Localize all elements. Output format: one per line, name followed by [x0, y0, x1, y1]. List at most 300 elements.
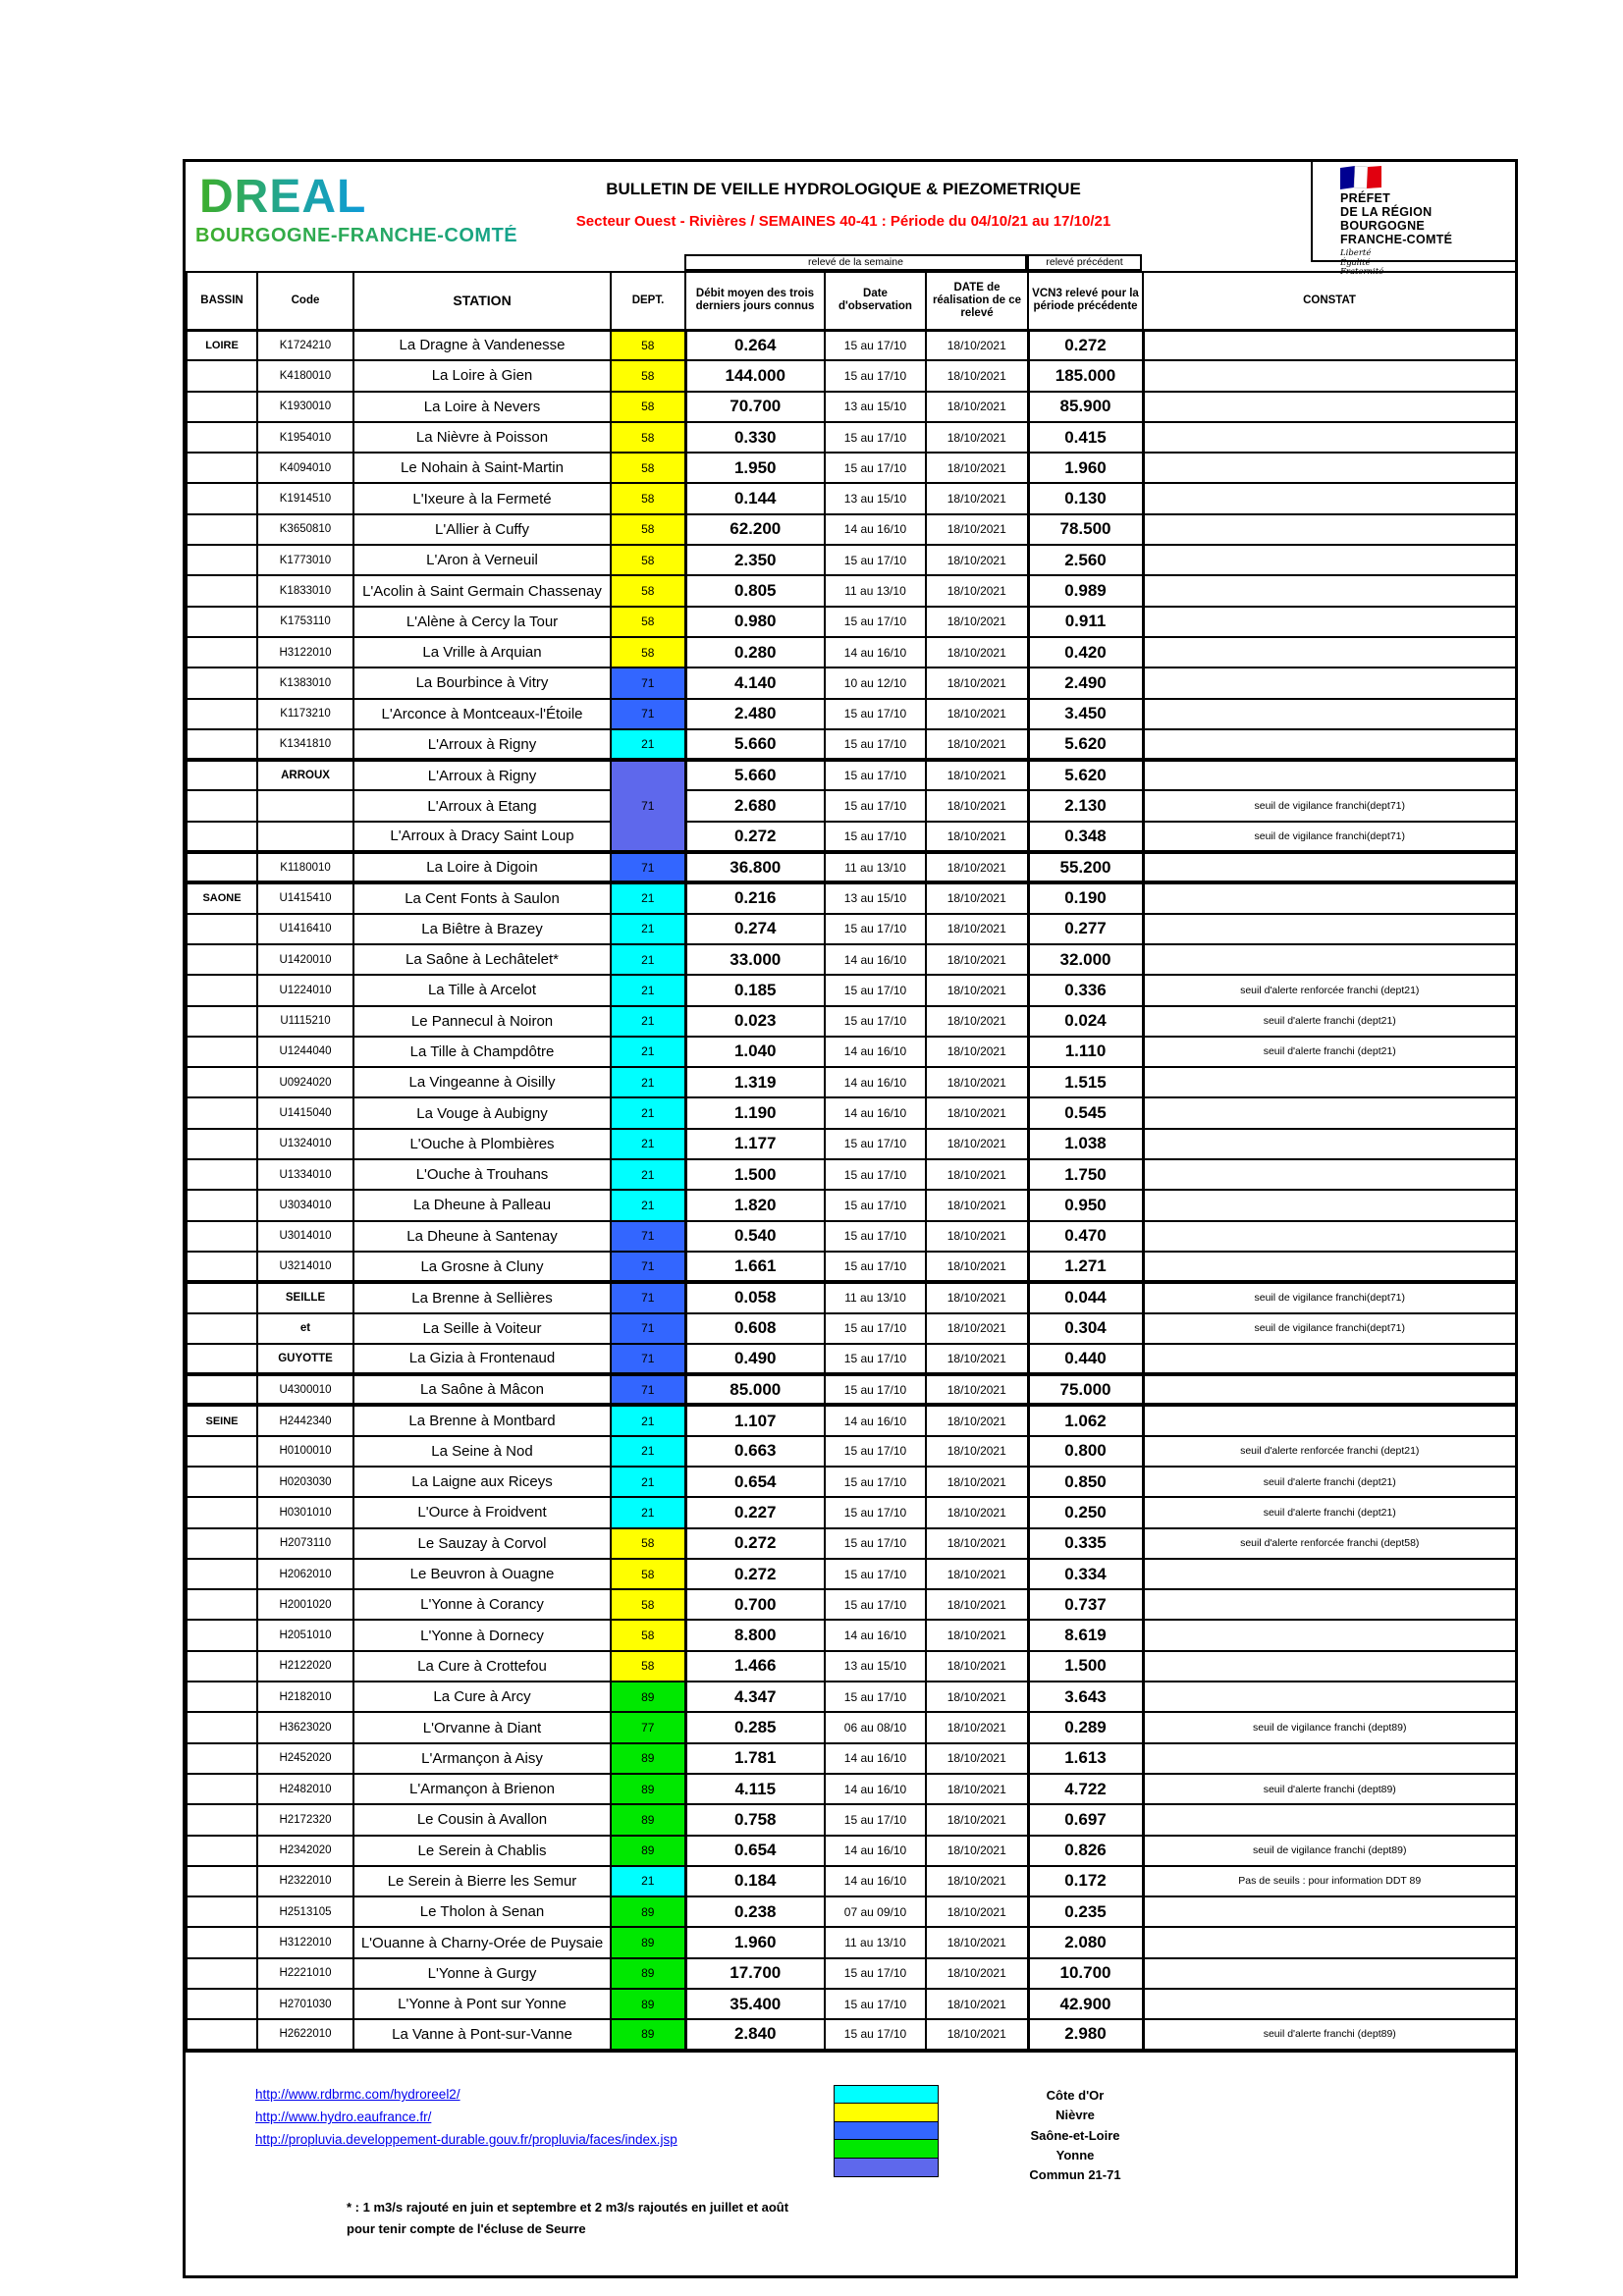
- station-code: H2701030: [257, 1989, 353, 2019]
- station-code: U1415410: [257, 882, 353, 913]
- stations-table: [186, 271, 1517, 2053]
- station-name: L'Arroux à Rigny: [353, 760, 611, 790]
- vcn3-value: 0.250: [1028, 1497, 1143, 1527]
- dreal-logo: DREAL: [199, 171, 367, 223]
- station-code: GUYOTTE: [257, 1344, 353, 1374]
- col-debit: Débit moyen des trois derniers jours connus: [685, 272, 825, 330]
- constat-text: [1143, 760, 1516, 790]
- constat-text: [1143, 729, 1516, 760]
- vcn3-value: 0.950: [1028, 1190, 1143, 1220]
- observation-date: 15 au 17/10: [825, 1804, 926, 1835]
- vcn3-value: 2.560: [1028, 545, 1143, 575]
- bassin-cell: [187, 914, 257, 944]
- station-code: K1753110: [257, 607, 353, 637]
- debit-value: 0.216: [685, 882, 825, 913]
- observation-date: 14 au 16/10: [825, 1620, 926, 1650]
- releve-date: 18/10/2021: [926, 1436, 1028, 1467]
- col-station: STATION: [353, 272, 611, 330]
- observation-date: 15 au 17/10: [825, 760, 926, 790]
- station-name: Le Serein à Chablis: [353, 1836, 611, 1866]
- station-name: La Dheune à Santenay: [353, 1221, 611, 1252]
- releve-date: 18/10/2021: [926, 1896, 1028, 1927]
- debit-value: 144.000: [685, 360, 825, 391]
- debit-value: 0.608: [685, 1313, 825, 1344]
- constat-text: [1143, 667, 1516, 698]
- releve-date: 18/10/2021: [926, 760, 1028, 790]
- debit-value: 2.480: [685, 699, 825, 729]
- station-code: U1244040: [257, 1037, 353, 1067]
- releve-date: 18/10/2021: [926, 1836, 1028, 1866]
- bassin-cell: [187, 1436, 257, 1467]
- constat-text: [1143, 637, 1516, 667]
- debit-value: 2.350: [685, 545, 825, 575]
- station-code: H2482010: [257, 1774, 353, 1804]
- vcn3-value: 2.490: [1028, 667, 1143, 698]
- vcn3-value: 85.900: [1028, 392, 1143, 422]
- vcn3-value: 1.750: [1028, 1159, 1143, 1190]
- bassin-cell: [187, 1743, 257, 1774]
- station-code: K1773010: [257, 545, 353, 575]
- vcn3-value: 0.277: [1028, 914, 1143, 944]
- hydro-link[interactable]: http://propluvia.developpement-durable.gouv.fr/propluvia/faces/index.jsp: [255, 2132, 677, 2147]
- hydro-link[interactable]: http://www.hydro.eaufrance.fr/: [255, 2109, 432, 2124]
- debit-value: 0.185: [685, 975, 825, 1005]
- releve-date: 18/10/2021: [926, 637, 1028, 667]
- observation-date: 15 au 17/10: [825, 1528, 926, 1559]
- observation-date: 15 au 17/10: [825, 1374, 926, 1405]
- releve-date: 18/10/2021: [926, 1221, 1028, 1252]
- releve-date: 18/10/2021: [926, 1804, 1028, 1835]
- vcn3-value: 0.336: [1028, 975, 1143, 1005]
- debit-value: 0.238: [685, 1896, 825, 1927]
- debit-value: 0.272: [685, 1528, 825, 1559]
- table-row: [187, 1313, 1516, 1344]
- motto-line: Liberté: [1340, 248, 1372, 258]
- station-name: L'Allier à Cuffy: [353, 514, 611, 545]
- debit-value: 35.400: [685, 1989, 825, 2019]
- bassin-cell: [187, 453, 257, 483]
- constat-text: [1143, 1743, 1516, 1774]
- vcn3-value: 2.080: [1028, 1927, 1143, 1957]
- observation-date: 14 au 16/10: [825, 1774, 926, 1804]
- table-row: [187, 575, 1516, 606]
- station-code: H2342020: [257, 1836, 353, 1866]
- station-code: K3650810: [257, 514, 353, 545]
- releve-date: 18/10/2021: [926, 1097, 1028, 1128]
- station-name: Le Tholon à Senan: [353, 1896, 611, 1927]
- table-row: [187, 1927, 1516, 1957]
- station-code: [257, 790, 353, 821]
- prefet-line: PRÉFET: [1340, 191, 1391, 205]
- table-row: [187, 483, 1516, 513]
- dept-cell: 58: [611, 637, 685, 667]
- releve-date: 18/10/2021: [926, 1129, 1028, 1159]
- legend-label: Saône-et-Loire: [1030, 2127, 1120, 2143]
- station-code: SEILLE: [257, 1282, 353, 1312]
- station-code: [257, 822, 353, 852]
- observation-date: 15 au 17/10: [825, 1313, 926, 1344]
- constat-text: [1143, 914, 1516, 944]
- station-name: L'Yonne à Gurgy: [353, 1958, 611, 1989]
- constat-text: [1143, 1620, 1516, 1650]
- vcn3-value: 0.334: [1028, 1559, 1143, 1589]
- debit-value: 1.319: [685, 1067, 825, 1097]
- bassin-cell: [187, 1467, 257, 1497]
- bassin-cell: [187, 1958, 257, 1989]
- vcn3-value: 1.110: [1028, 1037, 1143, 1067]
- table-row: [187, 330, 1516, 360]
- releve-date: 18/10/2021: [926, 1190, 1028, 1220]
- dept-cell: 71: [611, 667, 685, 698]
- observation-date: 15 au 17/10: [825, 1589, 926, 1620]
- releve-date: 18/10/2021: [926, 1589, 1028, 1620]
- dept-cell: 58: [611, 330, 685, 360]
- constat-text: [1143, 1190, 1516, 1220]
- station-code: H2452020: [257, 1743, 353, 1774]
- bassin-cell: [187, 699, 257, 729]
- debit-value: 0.540: [685, 1221, 825, 1252]
- page-frame: [183, 159, 1518, 2278]
- station-name: L'Orvanne à Diant: [353, 1712, 611, 1742]
- station-code: K1833010: [257, 575, 353, 606]
- french-flag-icon: [1340, 166, 1381, 189]
- observation-date: 15 au 17/10: [825, 1221, 926, 1252]
- table-row: [187, 1221, 1516, 1252]
- dept-cell: 58: [611, 545, 685, 575]
- observation-date: 14 au 16/10: [825, 1405, 926, 1435]
- station-name: La Seine à Nod: [353, 1436, 611, 1467]
- debit-value: 85.000: [685, 1374, 825, 1405]
- debit-value: 1.190: [685, 1097, 825, 1128]
- observation-date: 15 au 17/10: [825, 1958, 926, 1989]
- station-code: K1954010: [257, 422, 353, 453]
- table-row: [187, 1804, 1516, 1835]
- legend-label: Nièvre: [1055, 2108, 1095, 2123]
- station-code: U1415040: [257, 1097, 353, 1128]
- station-code: U3034010: [257, 1190, 353, 1220]
- observation-date: 14 au 16/10: [825, 1866, 926, 1896]
- bassin-cell: [187, 360, 257, 391]
- station-code: K1930010: [257, 392, 353, 422]
- station-name: L'Arconce à Montceaux-l'Étoile: [353, 699, 611, 729]
- dept-cell: 71: [611, 1313, 685, 1344]
- prefet-line: BOURGOGNE: [1340, 219, 1426, 233]
- legend-label: Yonne: [1055, 2147, 1095, 2163]
- table-row: [187, 360, 1516, 391]
- bassin-cell: [187, 1651, 257, 1682]
- releve-date: 18/10/2021: [926, 1282, 1028, 1312]
- footer: [186, 2050, 1515, 2273]
- station-code: H2062010: [257, 1559, 353, 1589]
- legend-swatch: [834, 2139, 939, 2159]
- dept-cell: 21: [611, 729, 685, 760]
- observation-date: 06 au 08/10: [825, 1712, 926, 1742]
- table-row: [187, 1129, 1516, 1159]
- table-row: [187, 1589, 1516, 1620]
- constat-text: [1143, 1159, 1516, 1190]
- releve-date: 18/10/2021: [926, 1989, 1028, 2019]
- table-row: [187, 453, 1516, 483]
- bassin-cell: [187, 1221, 257, 1252]
- vcn3-value: 10.700: [1028, 1958, 1143, 1989]
- debit-value: 1.950: [685, 453, 825, 483]
- releve-date: 18/10/2021: [926, 392, 1028, 422]
- releve-date: 18/10/2021: [926, 1313, 1028, 1344]
- constat-text: [1143, 1589, 1516, 1620]
- releve-date: 18/10/2021: [926, 1927, 1028, 1957]
- station-code: U3214010: [257, 1252, 353, 1282]
- station-name: L'Armançon à Brienon: [353, 1774, 611, 1804]
- station-name: La Tille à Champdôtre: [353, 1037, 611, 1067]
- debit-value: 0.272: [685, 1559, 825, 1589]
- debit-value: 0.654: [685, 1836, 825, 1866]
- dept-cell: 71: [611, 852, 685, 882]
- observation-date: 11 au 13/10: [825, 852, 926, 882]
- station-name: Le Nohain à Saint-Martin: [353, 453, 611, 483]
- constat-text: [1143, 944, 1516, 975]
- dept-cell: 58: [611, 1620, 685, 1650]
- debit-value: 0.330: [685, 422, 825, 453]
- table-row: [187, 822, 1516, 852]
- debit-value: 1.466: [685, 1651, 825, 1682]
- vcn3-value: 1.062: [1028, 1405, 1143, 1435]
- vcn3-value: 32.000: [1028, 944, 1143, 975]
- station-name: La Laigne aux Riceys: [353, 1467, 611, 1497]
- releve-date: 18/10/2021: [926, 1866, 1028, 1896]
- debit-value: 0.490: [685, 1344, 825, 1374]
- bassin-cell: [187, 1067, 257, 1097]
- dept-cell: 58: [611, 422, 685, 453]
- vcn3-value: 1.038: [1028, 1129, 1143, 1159]
- table-row: [187, 1497, 1516, 1527]
- bassin-cell: SAONE: [187, 882, 257, 913]
- station-code: H2051010: [257, 1620, 353, 1650]
- releve-date: 18/10/2021: [926, 514, 1028, 545]
- debit-value: 0.805: [685, 575, 825, 606]
- debit-value: 4.140: [685, 667, 825, 698]
- station-name: Le Sauzay à Corvol: [353, 1528, 611, 1559]
- bulletin-subtitle: Secteur Ouest - Rivières / SEMAINES 40-41 : Période du 04/10/21 au 17/10/21: [575, 213, 1111, 230]
- table-row: [187, 1989, 1516, 2019]
- station-name: La Cure à Arcy: [353, 1682, 611, 1712]
- observation-date: 15 au 17/10: [825, 914, 926, 944]
- vcn3-value: 75.000: [1028, 1374, 1143, 1405]
- table-row: [187, 1159, 1516, 1190]
- dept-cell: 58: [611, 453, 685, 483]
- bassin-cell: [187, 1374, 257, 1405]
- prefet-line: DE LA RÉGION: [1340, 205, 1433, 219]
- bassin-cell: [187, 822, 257, 852]
- dept-cell: 21: [611, 1436, 685, 1467]
- station-name: La Brenne à Sellières: [353, 1282, 611, 1312]
- column-header-row: [187, 272, 1516, 330]
- releve-date: 18/10/2021: [926, 1405, 1028, 1435]
- table-row: [187, 1774, 1516, 1804]
- station-code: H0203030: [257, 1467, 353, 1497]
- observation-date: 15 au 17/10: [825, 1989, 926, 2019]
- station-code: U1115210: [257, 1006, 353, 1037]
- vcn3-value: 8.619: [1028, 1620, 1143, 1650]
- observation-date: 11 au 13/10: [825, 575, 926, 606]
- observation-date: 14 au 16/10: [825, 1097, 926, 1128]
- station-code: H2513105: [257, 1896, 353, 1927]
- debit-value: 8.800: [685, 1620, 825, 1650]
- station-code: H2122020: [257, 1651, 353, 1682]
- constat-text: [1143, 607, 1516, 637]
- constat-text: seuil d'alerte renforcée franchi (dept21): [1143, 1436, 1516, 1467]
- hydro-link[interactable]: http://www.rdbrmc.com/hydroreel2/: [255, 2087, 460, 2102]
- dept-cell: 89: [611, 2019, 685, 2050]
- debit-value: 0.274: [685, 914, 825, 944]
- debit-value: 0.980: [685, 607, 825, 637]
- vcn3-value: 0.335: [1028, 1528, 1143, 1559]
- releve-date: 18/10/2021: [926, 1067, 1028, 1097]
- station-name: L'Armançon à Aisy: [353, 1743, 611, 1774]
- station-name: L'Arroux à Dracy Saint Loup: [353, 822, 611, 852]
- vcn3-value: 0.826: [1028, 1836, 1143, 1866]
- links-list: [255, 2083, 677, 2151]
- constat-text: [1143, 360, 1516, 391]
- legend-swatch: [834, 2158, 939, 2177]
- vcn3-value: 42.900: [1028, 1989, 1143, 2019]
- table-row: [187, 1344, 1516, 1374]
- table-row: [187, 1467, 1516, 1497]
- bassin-cell: [187, 1927, 257, 1957]
- constat-text: Pas de seuils : pour information DDT 89: [1143, 1866, 1516, 1896]
- releve-date: 18/10/2021: [926, 483, 1028, 513]
- dept-cell: 21: [611, 1129, 685, 1159]
- observation-date: 14 au 16/10: [825, 1836, 926, 1866]
- observation-date: 13 au 15/10: [825, 392, 926, 422]
- constat-text: [1143, 1958, 1516, 1989]
- dept-cell: 58: [611, 483, 685, 513]
- station-code: ARROUX: [257, 760, 353, 790]
- constat-text: [1143, 699, 1516, 729]
- table-row: [187, 852, 1516, 882]
- bassin-cell: [187, 1866, 257, 1896]
- releve-date: 18/10/2021: [926, 1037, 1028, 1067]
- constat-text: [1143, 392, 1516, 422]
- station-code: K1341810: [257, 729, 353, 760]
- col-vcn3: VCN3 relevé pour la période précédente: [1028, 272, 1143, 330]
- bassin-cell: [187, 1344, 257, 1374]
- observation-date: 14 au 16/10: [825, 514, 926, 545]
- constat-text: [1143, 1129, 1516, 1159]
- station-name: L'Alène à Cercy la Tour: [353, 607, 611, 637]
- table-row: [187, 1836, 1516, 1866]
- station-code: K1914510: [257, 483, 353, 513]
- releve-date: 18/10/2021: [926, 575, 1028, 606]
- dept-cell: 89: [611, 1804, 685, 1835]
- footnote: [347, 2197, 788, 2240]
- bassin-cell: [187, 944, 257, 975]
- footnote-line: * : 1 m3/s rajouté en juin et septembre et 2 m3/s rajoutés en juillet et août: [347, 2200, 789, 2215]
- vcn3-value: 1.613: [1028, 1743, 1143, 1774]
- prefet-title: [1340, 191, 1515, 246]
- table-row: [187, 1651, 1516, 1682]
- station-code: et: [257, 1313, 353, 1344]
- observation-date: 14 au 16/10: [825, 1743, 926, 1774]
- observation-date: 11 au 13/10: [825, 1282, 926, 1312]
- station-name: Le Cousin à Avallon: [353, 1804, 611, 1835]
- vcn3-value: 0.304: [1028, 1313, 1143, 1344]
- releve-date: 18/10/2021: [926, 1374, 1028, 1405]
- debit-value: 2.840: [685, 2019, 825, 2050]
- vcn3-value: 1.960: [1028, 453, 1143, 483]
- station-name: L'Ouche à Trouhans: [353, 1159, 611, 1190]
- debit-value: 1.661: [685, 1252, 825, 1282]
- releve-date: 18/10/2021: [926, 607, 1028, 637]
- constat-text: seuil d'alerte franchi (dept21): [1143, 1467, 1516, 1497]
- bassin-cell: [187, 1836, 257, 1866]
- vcn3-value: 0.024: [1028, 1006, 1143, 1037]
- constat-text: seuil d'alerte franchi (dept89): [1143, 1774, 1516, 1804]
- debit-value: 0.758: [685, 1804, 825, 1835]
- dept-cell: 58: [611, 1589, 685, 1620]
- bassin-cell: [187, 760, 257, 790]
- table-row: [187, 1405, 1516, 1435]
- station-code: H2622010: [257, 2019, 353, 2050]
- observation-date: 11 au 13/10: [825, 1927, 926, 1957]
- table-row: [187, 1958, 1516, 1989]
- bassin-cell: [187, 1804, 257, 1835]
- releve-date: 18/10/2021: [926, 1497, 1028, 1527]
- debit-value: 2.680: [685, 790, 825, 821]
- dept-cell: 21: [611, 944, 685, 975]
- constat-text: [1143, 1682, 1516, 1712]
- dept-cell: 58: [611, 1528, 685, 1559]
- dept-cell: 89: [611, 1836, 685, 1866]
- debit-value: 0.184: [685, 1866, 825, 1896]
- bassin-cell: [187, 637, 257, 667]
- station-name: Le Beuvron à Ouagne: [353, 1559, 611, 1589]
- releve-date: 18/10/2021: [926, 330, 1028, 360]
- dept-cell: 71: [611, 1344, 685, 1374]
- dept-cell: 58: [611, 575, 685, 606]
- footnote-line: pour tenir compte de l'écluse de Seurre: [347, 2221, 586, 2236]
- station-code: U4300010: [257, 1374, 353, 1405]
- debit-value: 1.177: [685, 1129, 825, 1159]
- dept-cell: 58: [611, 392, 685, 422]
- debit-value: 33.000: [685, 944, 825, 975]
- bassin-cell: [187, 1896, 257, 1927]
- motto-line: Fraternité: [1340, 267, 1384, 277]
- observation-date: 15 au 17/10: [825, 422, 926, 453]
- constat-text: seuil d'alerte franchi (dept89): [1143, 2019, 1516, 2050]
- constat-text: [1143, 852, 1516, 882]
- releve-date: 18/10/2021: [926, 822, 1028, 852]
- dept-cell: 71: [611, 1252, 685, 1282]
- constat-text: seuil d'alerte renforcée franchi (dept21): [1143, 975, 1516, 1005]
- station-code: K4094010: [257, 453, 353, 483]
- dept-cell: 58: [611, 607, 685, 637]
- station-name: La Dheune à Palleau: [353, 1190, 611, 1220]
- constat-text: [1143, 1559, 1516, 1589]
- table-row: [187, 422, 1516, 453]
- vcn3-value: 0.044: [1028, 1282, 1143, 1312]
- bulletin-title: BULLETIN DE VEILLE HYDROLOGIQUE & PIEZOMETRIQUE: [606, 180, 1081, 198]
- bassin-cell: [187, 607, 257, 637]
- legend-label: Côte d'Or: [1046, 2088, 1105, 2103]
- debit-value: 0.023: [685, 1006, 825, 1037]
- dept-cell: 21: [611, 1159, 685, 1190]
- legend-swatch: [834, 2121, 939, 2141]
- releve-date: 18/10/2021: [926, 667, 1028, 698]
- vcn3-value: 5.620: [1028, 760, 1143, 790]
- dept-cell: 89: [611, 1743, 685, 1774]
- releve-date: 18/10/2021: [926, 1712, 1028, 1742]
- dept-cell: 58: [611, 514, 685, 545]
